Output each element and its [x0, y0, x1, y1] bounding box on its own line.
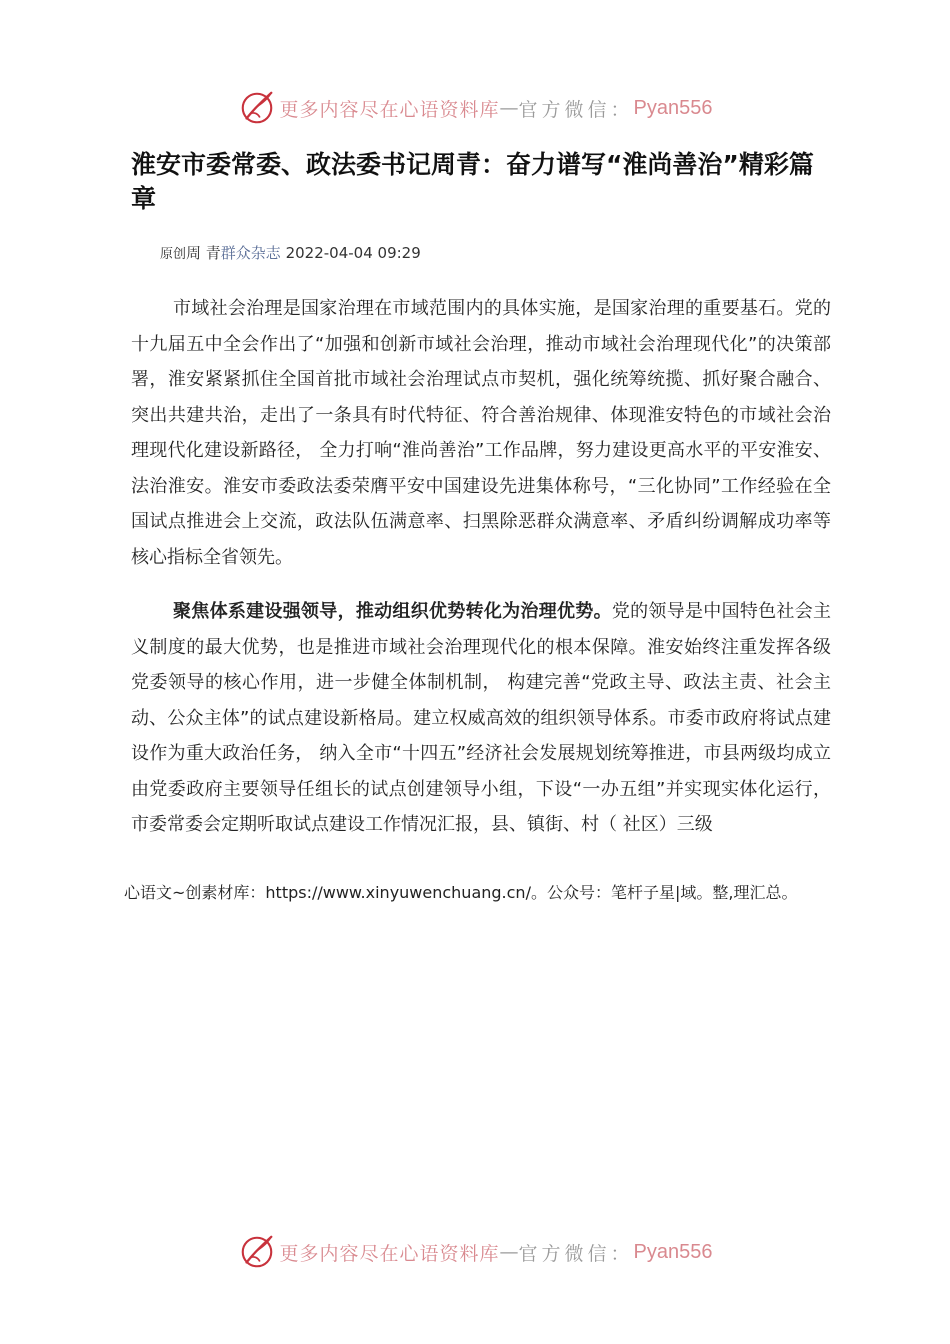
footer-watermark-banner	[0, 1230, 950, 1274]
article-author: 周 青	[186, 244, 221, 262]
watermark-wechat-id: Pyan556	[633, 1240, 713, 1263]
watermark-dash: —	[499, 1241, 519, 1263]
watermark-wechat-label: 官方微信：	[518, 1242, 634, 1265]
watermark-brand-text: 更多内容尽在心语资料库	[279, 98, 500, 121]
article-meta	[160, 241, 421, 267]
paragraph-2-body: 党的领导是中国特色社会主义制度的最大优势，也是推进市域社会治理现代化的根本保障。淮安始终注重发挥各级党委领导的核心作用，进一步健全体制机制， 构建完善“党政主导、政法主责、社会主动、公众主体”的试点建设新格局。建立权威高效的组织领导体系。市委市政府将试点建设作为重大政治任务， 纳入全市“十四五”经济社会发展规划统筹推进，市县两级均成立由党委政府主要领导任组长的试点创建领导小组，下设“一办五组”并实现实体化运行， 市委常委会定期听取试点建设工作情况汇报，县、镇街、村（ 社区）三级	[131, 601, 832, 835]
article-date: 2022-04-04 09:29	[285, 244, 421, 262]
watermark-wechat-label: 官方微信：	[518, 98, 634, 121]
article-paragraph-1: 市域社会治理是国家治理在市域范围内的具体实施，是国家治理的重要基石。党的十九届五中全会作出了“加强和创新市域社会治理，推动市域社会治理现代化”的决策部署，淮安紧紧抓住全国首批市域社会治理试点市契机，强化统筹统揽、抓好聚合融合、突出共建共治，走出了一条具有时代特征、符合善治规律、体现淮安特色的市域社会治理现代化建设新路径， 全力打响“淮尚善治”工作品牌，努力建设更高水平的平安淮安、法治淮安。淮安市委政法委荣膺平安中国建设先进集体称号，“三化协同”工作经验在全国试点推进会上交流，政法队伍满意率、扫黑除恶群众满意率、矛盾纠纷调解成功率等核心指标全省领先。	[131, 298, 831, 568]
quill-seal-logo-icon	[238, 89, 276, 127]
article-source-link[interactable]: 群众杂志	[220, 244, 281, 262]
original-tag: 原创	[160, 247, 187, 262]
quill-seal-logo-icon	[238, 1233, 276, 1271]
watermark-dash: —	[499, 97, 519, 119]
watermark-wechat-id: Pyan556	[633, 96, 713, 119]
watermark-brand-text: 更多内容尽在心语资料库	[279, 1242, 500, 1265]
article-paragraph-2	[131, 594, 831, 843]
article-title: 淮安市委常委、政法委书记周青：奋力谱写“淮尚善治”精彩篇章	[131, 150, 814, 213]
header-watermark-banner	[0, 86, 950, 130]
paragraph-2-lead: 聚焦体系建设强领导，推动组织优势转化为治理优势。	[173, 601, 612, 622]
source-footer-note: 心语文~创素材库：https://www.xinyuwenchuang.cn/。公众号：笔杆子星|域。整,理汇总。	[124, 883, 798, 902]
